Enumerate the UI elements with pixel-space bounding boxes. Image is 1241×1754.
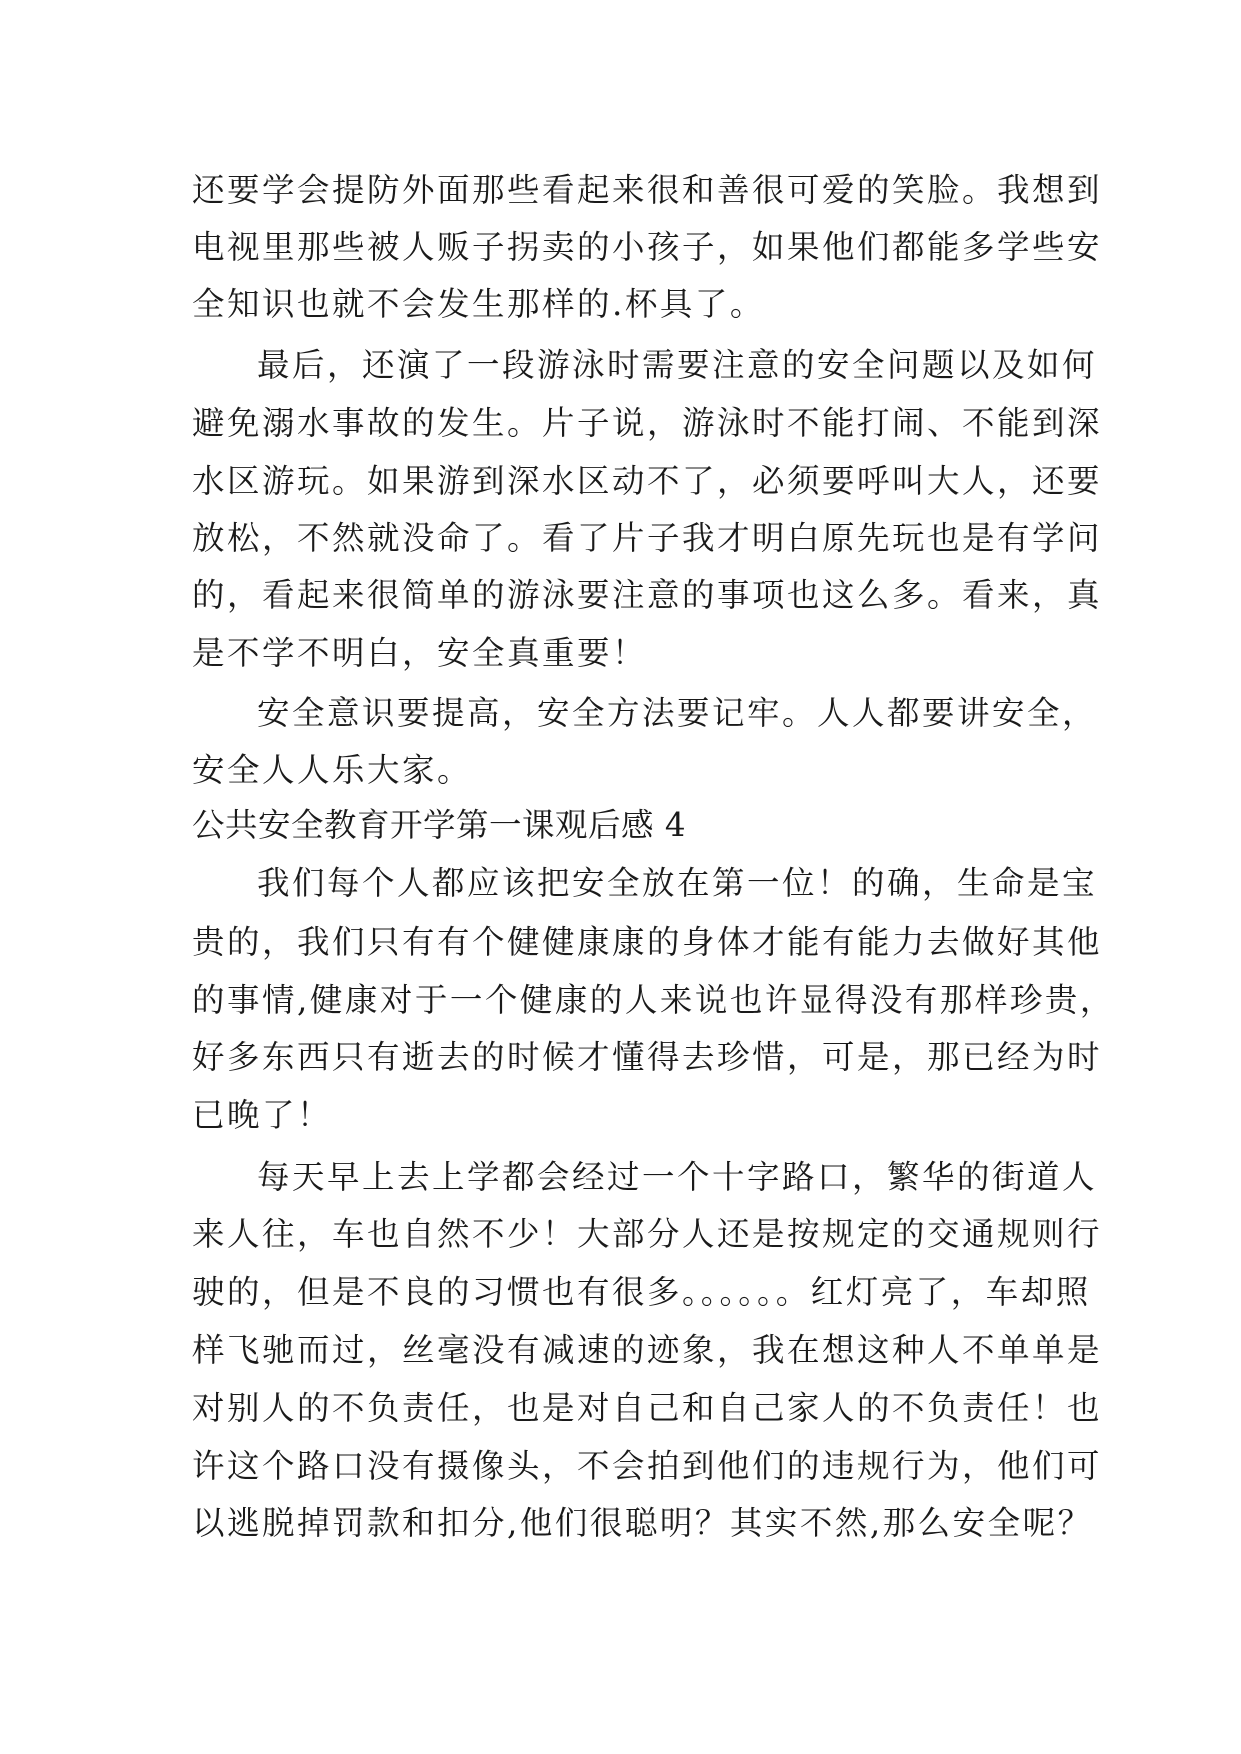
paragraph-first-line: 安全意识要提高，安全方法要记牢。人人都要讲安全， bbox=[257, 694, 1098, 732]
text-line: 许这个路口没有摄像头，不会拍到他们的违规行为，他们可 bbox=[192, 1447, 1103, 1485]
paragraph-first-line: 我们每个人都应该把安全放在第一位！的确，生命是宝 bbox=[257, 864, 1098, 902]
text-line: 全知识也就不会发生那样的.杯具了。 bbox=[192, 285, 765, 323]
text-line: 好多东西只有逝去的时候才懂得去珍惜，可是，那已经为时 bbox=[192, 1038, 1103, 1076]
text-line: 以逃脱掉罚款和扣分,他们很聪明？其实不然,那么安全呢？ bbox=[192, 1504, 1093, 1542]
text-line: 对别人的不负责任，也是对自己和自己家人的不负责任！也 bbox=[192, 1389, 1103, 1427]
text-line: 样飞驰而过，丝毫没有减速的迹象，我在想这种人不单单是 bbox=[192, 1331, 1103, 1369]
text-line: 放松，不然就没命了。看了片子我才明白原先玩也是有学问 bbox=[192, 519, 1103, 557]
text-line: 驶的，但是不良的习惯也有很多。。。。。。红灯亮了，车却照 bbox=[192, 1273, 1091, 1311]
text-line: 是不学不明白，安全真重要！ bbox=[192, 634, 648, 672]
text-line: 还要学会提防外面那些看起来很和善很可爱的笑脸。我想到 bbox=[192, 171, 1103, 209]
text-line: 贵的，我们只有有个健健康康的身体才能有能力去做好其他 bbox=[192, 923, 1103, 961]
paragraph-first-line: 最后，还演了一段游泳时需要注意的安全问题以及如何 bbox=[257, 346, 1098, 384]
paragraph-first-line: 每天早上去上学都会经过一个十字路口，繁华的街道人 bbox=[257, 1158, 1098, 1196]
text-line: 电视里那些被人贩子拐卖的小孩子，如果他们都能多学些安 bbox=[192, 228, 1103, 266]
text-line: 的事情,健康对于一个健康的人来说也许显得没有那样珍贵， bbox=[192, 981, 1115, 1019]
section-heading: 公共安全教育开学第一课观后感 4 bbox=[192, 806, 687, 844]
text-line: 避免溺水事故的发生。片子说，游泳时不能打闹、不能到深 bbox=[192, 404, 1103, 442]
text-line: 的，看起来很简单的游泳要注意的事项也这么多。看来，真 bbox=[192, 576, 1103, 614]
text-line: 水区游玩。如果游到深水区动不了，必须要呼叫大人，还要 bbox=[192, 462, 1103, 500]
text-line: 安全人人乐大家。 bbox=[192, 751, 473, 789]
text-line: 来人往，车也自然不少！大部分人还是按规定的交通规则行 bbox=[192, 1215, 1103, 1253]
text-line: 已晚了！ bbox=[192, 1096, 333, 1134]
